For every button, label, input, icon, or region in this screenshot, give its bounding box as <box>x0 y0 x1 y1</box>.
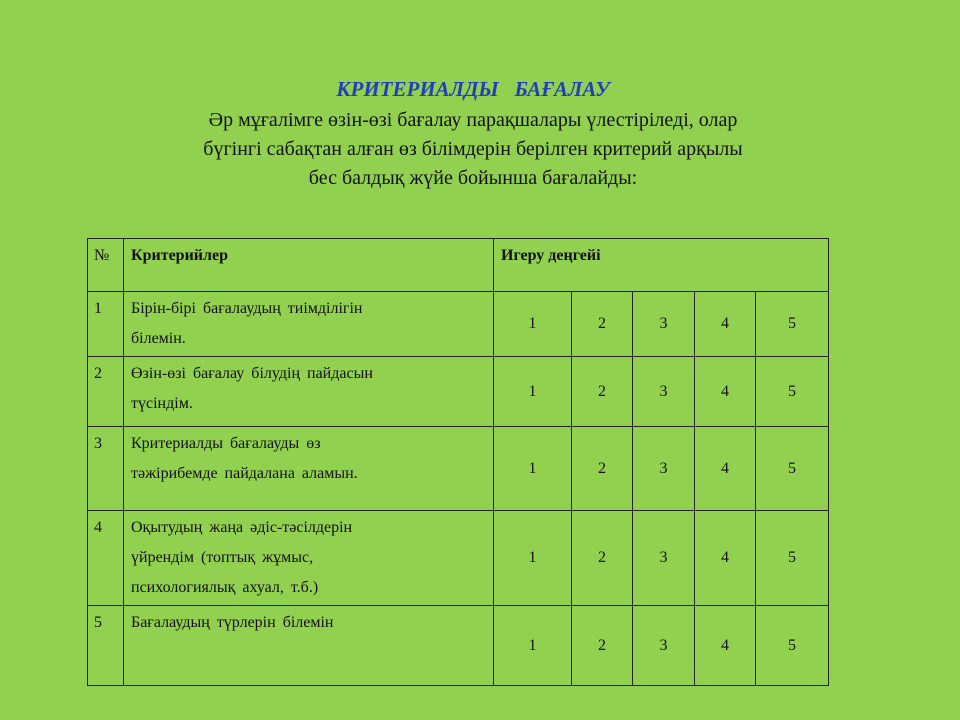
header-criteria: Критерийлер <box>131 247 228 264</box>
row-num: 5 <box>94 614 102 631</box>
row-num: 1 <box>94 300 102 317</box>
table-row <box>88 427 829 511</box>
row-criterion-cell <box>124 292 494 357</box>
header-num: № <box>94 247 110 264</box>
row-num-cell <box>88 292 124 357</box>
intro-line: бүгінгі сабақтан алған өз білімдерін берілген критерий арқылы <box>203 138 743 160</box>
level-cell: 2 <box>572 427 633 511</box>
row-criterion-cell <box>124 606 494 686</box>
level-cell: 4 <box>695 511 756 606</box>
table-header-row <box>88 239 829 292</box>
criterion-line: Бірін-бірі бағалаудың тиімділігін <box>131 300 363 317</box>
row-num: 3 <box>94 435 102 452</box>
table-row <box>88 292 829 357</box>
row-num-cell <box>88 606 124 686</box>
criterion-line: Өзін-өзі бағалау білудің пайдасын <box>131 365 373 382</box>
level-cell: 5 <box>756 606 829 686</box>
intro-paragraph <box>0 106 946 193</box>
criterion-line: Бағалаудың түрлерін білемін <box>131 614 334 631</box>
row-criterion <box>124 427 493 491</box>
level-cell: 4 <box>695 292 756 357</box>
row-num: 4 <box>94 519 102 536</box>
level-cell: 1 <box>494 427 572 511</box>
row-criterion-cell <box>124 427 494 511</box>
criterion-line: білемін. <box>131 330 186 347</box>
level-cell: 1 <box>494 292 572 357</box>
level-cell: 4 <box>695 357 756 427</box>
level-cell: 3 <box>633 292 695 357</box>
criterion-line: Оқытудың жаңа әдіс-тәсілдерін <box>131 519 353 536</box>
header-level-cell <box>494 239 829 292</box>
header-criteria-cell <box>124 239 494 292</box>
row-num-cell <box>88 427 124 511</box>
level-cell: 2 <box>572 511 633 606</box>
row-criterion <box>124 357 493 421</box>
row-num-cell <box>88 357 124 427</box>
row-criterion <box>124 511 493 605</box>
level-cell: 1 <box>494 357 572 427</box>
level-cell: 3 <box>633 606 695 686</box>
level-cell: 5 <box>756 357 829 427</box>
level-cell: 2 <box>572 606 633 686</box>
row-criterion-cell <box>124 511 494 606</box>
header-level: Игеру деңгейі <box>501 247 601 264</box>
level-cell: 3 <box>633 427 695 511</box>
level-cell: 3 <box>633 357 695 427</box>
level-cell: 5 <box>756 511 829 606</box>
level-cell: 5 <box>756 292 829 357</box>
header-num-cell <box>88 239 124 292</box>
row-num: 2 <box>94 365 102 382</box>
criterion-line: үйрендім (топтық жұмыс, <box>131 549 314 566</box>
criterion-line: Критериалды бағалауды өз <box>131 435 321 452</box>
table-row <box>88 357 829 427</box>
criterion-line: түсіндім. <box>131 395 193 412</box>
level-cell: 2 <box>572 357 633 427</box>
intro-line: Әр мұғалімге өзін-өзі бағалау парақшалары үлестіріледі, олар <box>208 109 738 131</box>
level-cell: 4 <box>695 427 756 511</box>
level-cell: 2 <box>572 292 633 357</box>
table-row <box>88 511 829 606</box>
row-num-cell <box>88 511 124 606</box>
row-criterion-cell <box>124 357 494 427</box>
criteria-table <box>87 238 829 686</box>
level-cell: 1 <box>494 606 572 686</box>
level-cell: 3 <box>633 511 695 606</box>
criterion-line: тәжірибемде пайдалана аламын. <box>131 465 358 482</box>
level-cell: 4 <box>695 606 756 686</box>
criterion-line: психологиялық ахуал, т.б.) <box>131 579 319 596</box>
row-criterion <box>124 292 493 356</box>
row-criterion <box>124 606 493 640</box>
intro-line: бес балдық жүйе бойынша бағалайды: <box>308 167 638 189</box>
level-cell: 1 <box>494 511 572 606</box>
level-cell: 5 <box>756 427 829 511</box>
table-row <box>88 606 829 686</box>
page-title: КРИТЕРИАЛДЫ БАҒАЛАУ <box>336 77 610 101</box>
